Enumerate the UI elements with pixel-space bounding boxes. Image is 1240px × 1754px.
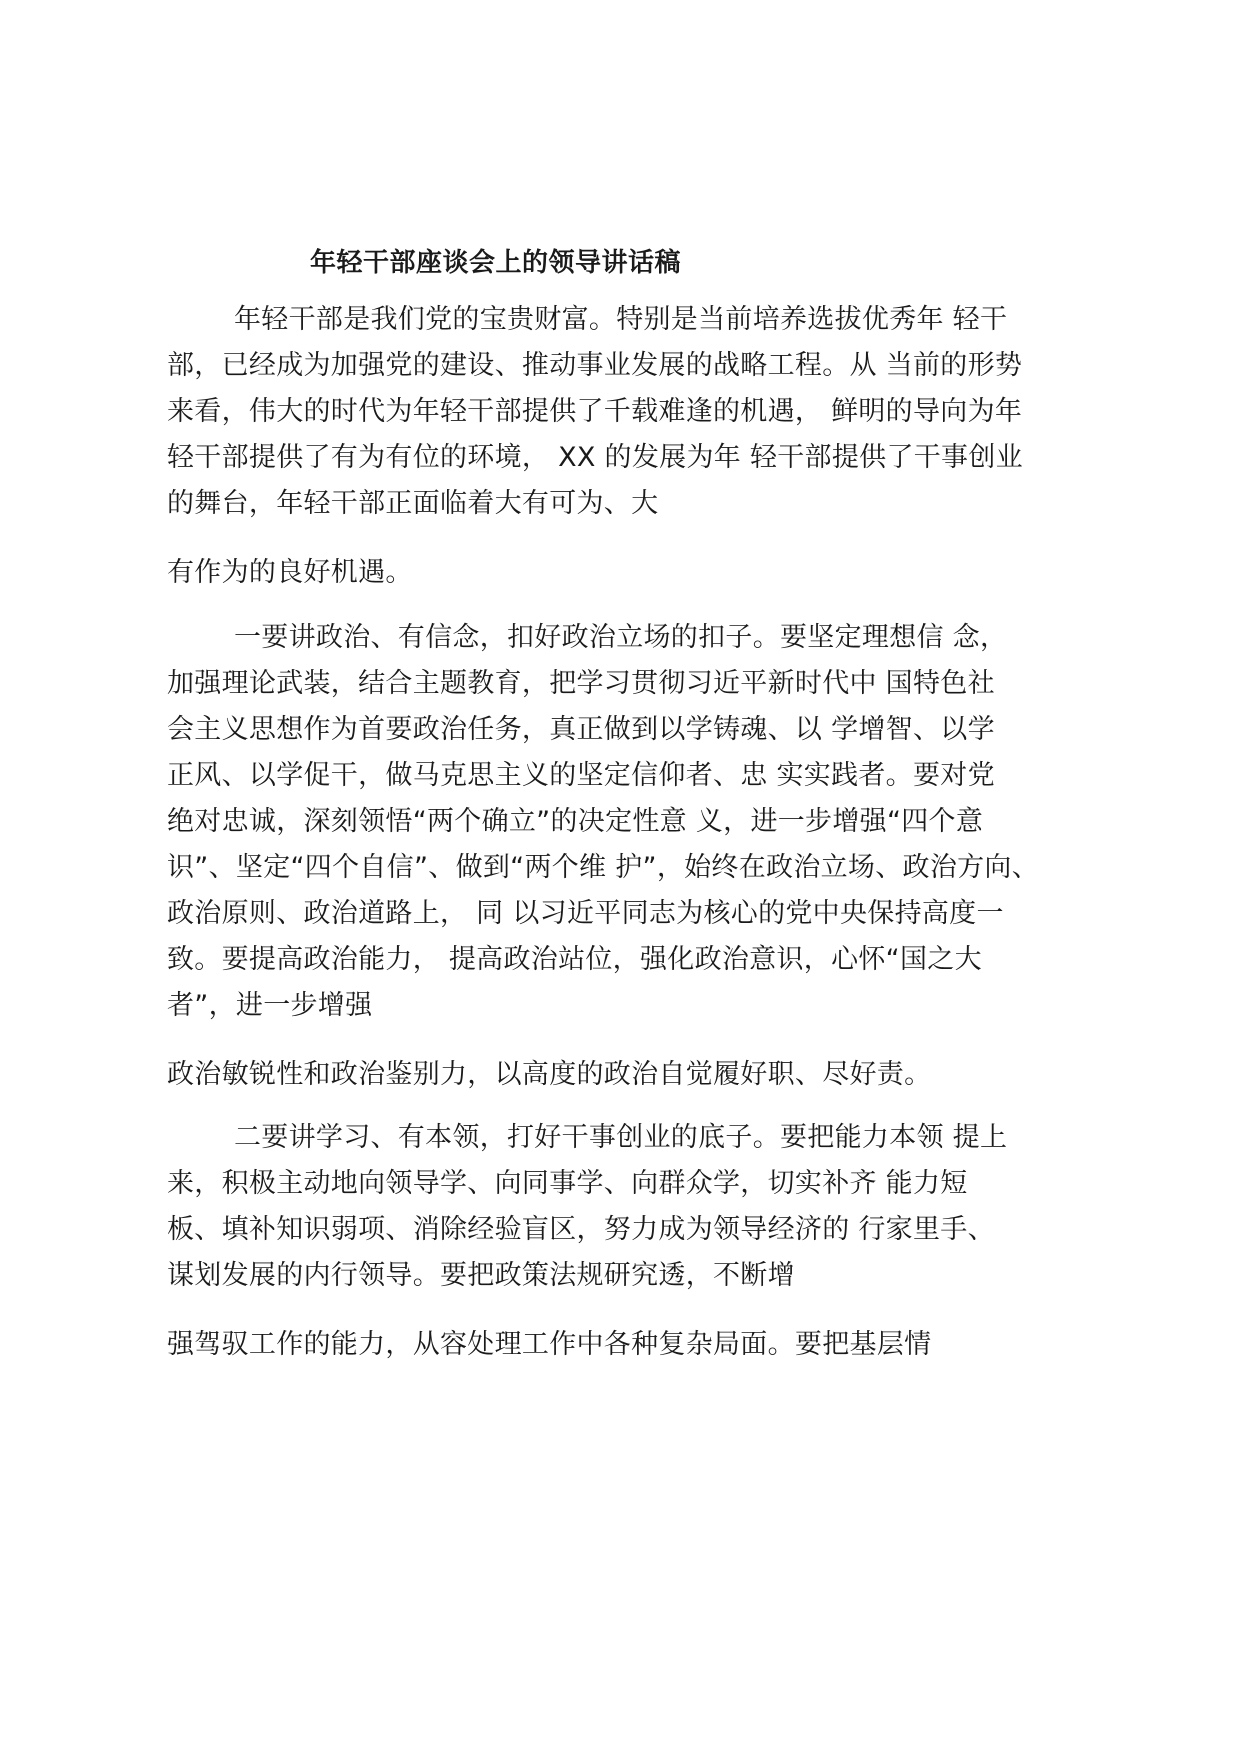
paragraph-line: 来看，伟大的时代为年轻干部提供了千载难逢的机遇， 鲜明的导向为年: [167, 396, 1023, 427]
paragraph-line: 政治敏锐性和政治鉴别力，以高度的政治自觉履好职、尽好责。: [167, 1059, 932, 1090]
paragraph-line: 一要讲政治、有信念，扣好政治立场的扣子。要坚定理想信 念，: [234, 622, 1008, 653]
paragraph-line: 致。要提高政治能力， 提高政治站位，强化政治意识，心怀“国之大: [167, 944, 982, 975]
paragraph-line: 绝对忠诚，深刻领悟“两个确立”的决定性意 义，进一步增强“四个意: [167, 806, 984, 837]
paragraph-line: 年轻干部是我们党的宝贵财富。特别是当前培养选拔优秀年 轻干: [234, 304, 1008, 335]
paragraph-line: 加强理论武装，结合主题教育，把学习贯彻习近平新时代中 国特色社: [167, 668, 995, 699]
paragraph-line: 板、填补知识弱项、消除经验盲区，努力成为领导经济的 行家里手、: [167, 1214, 995, 1245]
paragraph-line: 会主义思想作为首要政治任务，真正做到以学铸魂、以 学增智、以学: [167, 714, 995, 745]
paragraph-line: 强驾驭工作的能力，从容处理工作中各种复杂局面。要把基层情: [167, 1329, 932, 1360]
document-title: 年轻干部座谈会上的领导讲话稿: [310, 248, 682, 278]
paragraph-line: 政治原则、政治道路上， 同 以习近平同志为核心的党中央保持高度一: [167, 898, 1004, 929]
paragraph-line: 识”、坚定“四个自信”、做到“两个维 护”，始终在政治立场、政治方向、: [167, 852, 1040, 883]
paragraph-line: 二要讲学习、有本领，打好干事创业的底子。要把能力本领 提上: [234, 1122, 1008, 1153]
paragraph-line: 者”，进一步增强: [167, 990, 373, 1021]
paragraph-line: 轻干部提供了有为有位的环境， XX 的发展为年 轻干部提供了干事创业: [167, 442, 1023, 473]
paragraph-line: 正风、以学促干，做马克思主义的坚定信仰者、忠 实实践者。要对党: [167, 760, 995, 791]
paragraph-line: 来，积极主动地向领导学、向同事学、向群众学，切实补齐 能力短: [167, 1168, 968, 1199]
paragraph-line: 有作为的良好机遇。: [167, 557, 413, 588]
paragraph-line: 部，已经成为加强党的建设、推动事业发展的战略工程。从 当前的形势: [167, 350, 1023, 381]
paragraph-line: 谋划发展的内行领导。要把政策法规研究透，不断增: [167, 1260, 795, 1291]
paragraph-line: 的舞台，年轻干部正面临着大有可为、大: [167, 488, 659, 519]
